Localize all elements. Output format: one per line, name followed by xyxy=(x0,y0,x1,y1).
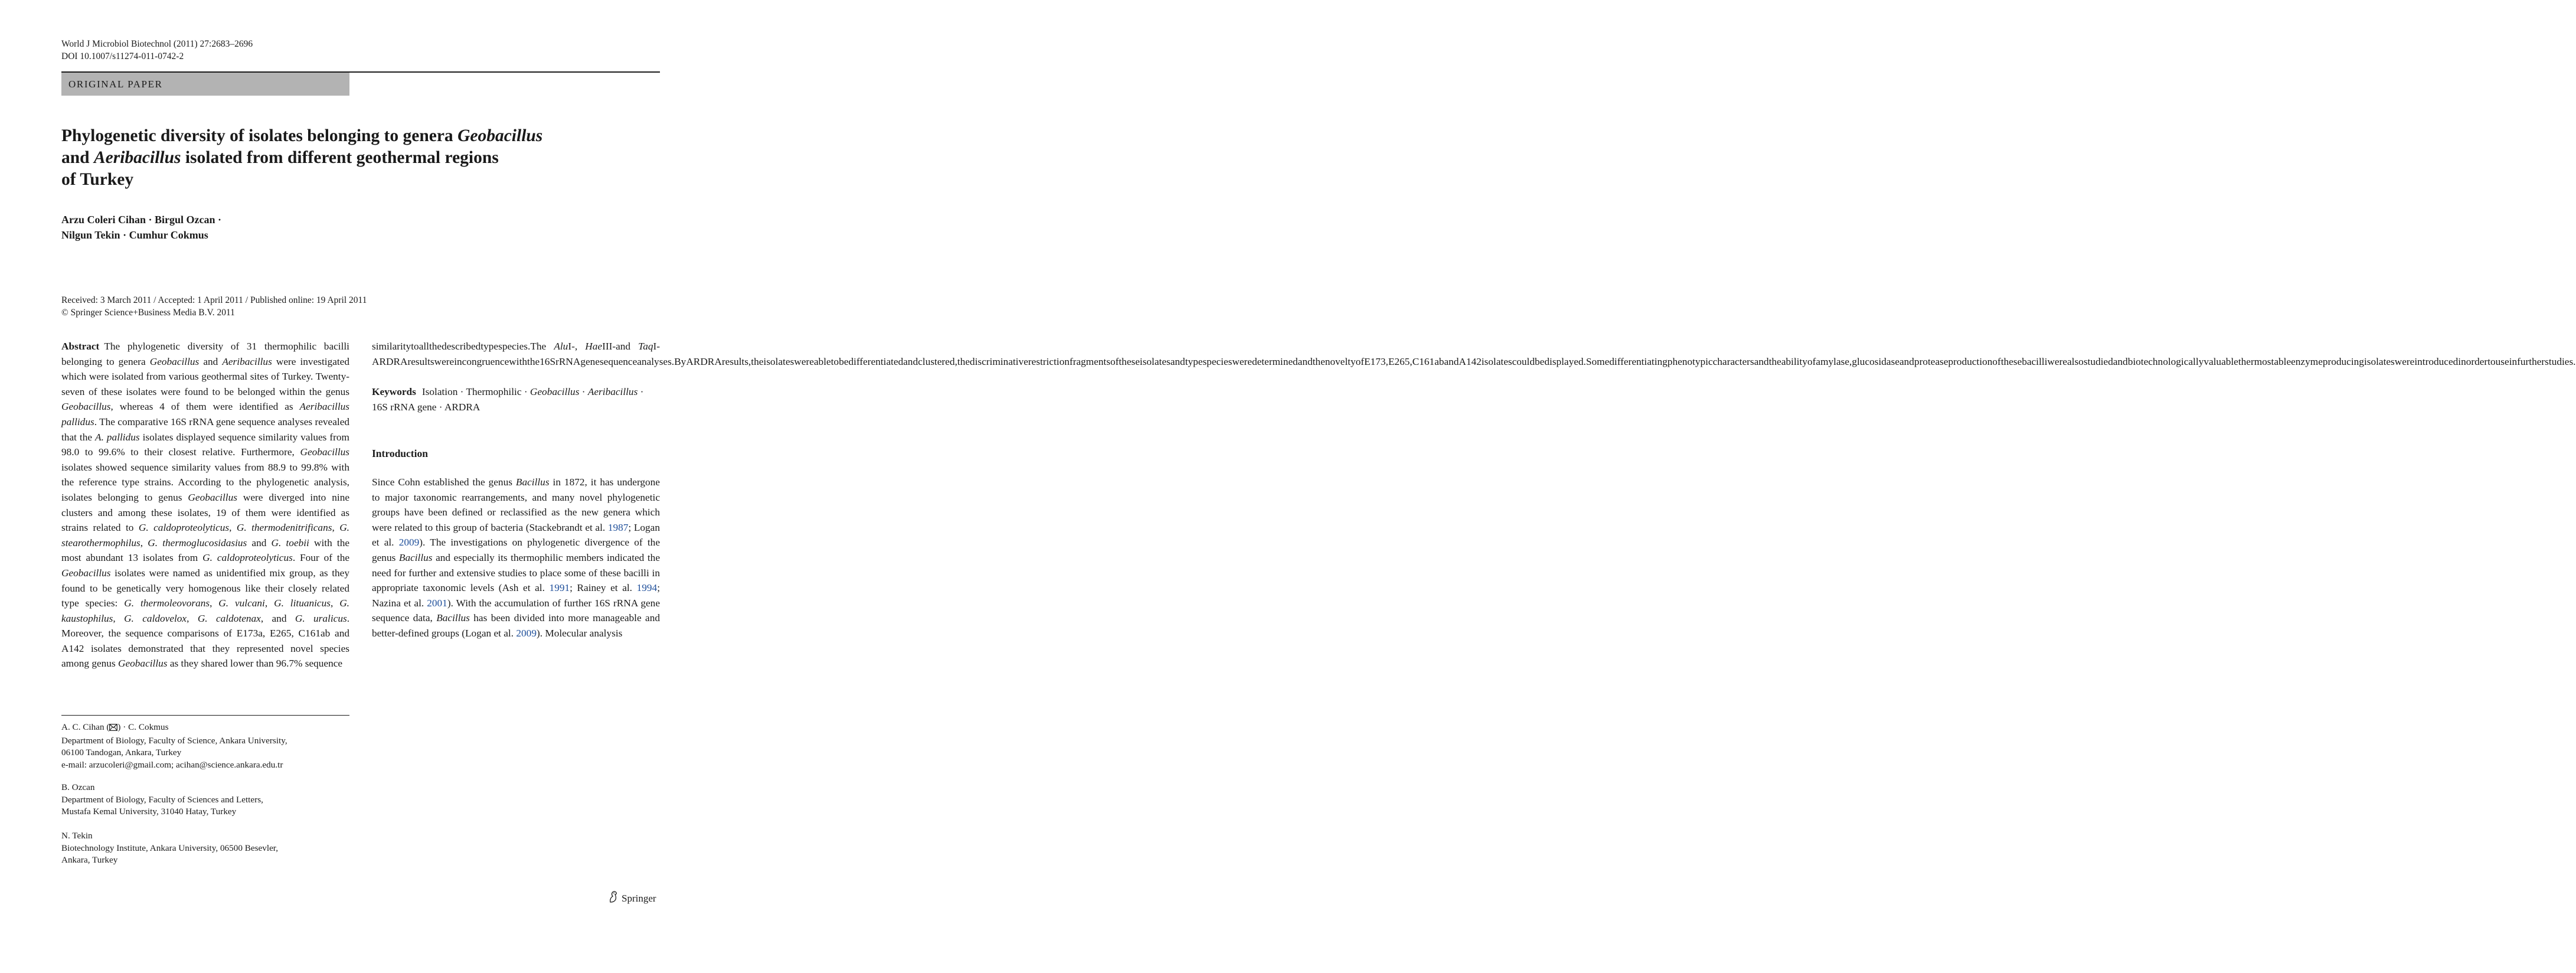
introduction-heading: Introduction xyxy=(372,448,428,460)
affiliation-cihan-cokmus: A. C. Cihan ( ) · C. Cokmus Department of Biology, Faculty of Science, Ankara University, 06100 Tandogan, Ankara, Turkey e-mail: arzucoleri@gmail.com; acihan@science.ankara.edu.tr xyxy=(61,721,349,771)
citation-link[interactable]: 2001 xyxy=(427,597,447,609)
right-column xyxy=(372,339,2576,641)
abstract-paragraph-continued: similaritytoallthedescribedtypespecies.The AluI-, HaeIII-and TaqI-ARDRAresultswereincongruencewiththe16SrRNAgenesequenceanalyses.ByARDRAresults,theisolateswereabletobedifferentiatedandclustered,thediscriminativerestrictionfragmentsoftheseisolatesandtypespeciesweredeterminedandthenoveltyofE173,E265,C161abandA142isolatescouldbedisplayed.Somedifferentiatingphenotypiccharactersandtheabilityofamylase,glucosidaseandproteaseproductionofthesebacilliwerealsostudiedandbiotechnologicallyvaluablethermostableenzymeproducingisolateswereintroducedinordertouseinfurtherstudies. xyxy=(372,341,2576,367)
author-email[interactable]: e-mail: arzucoleri@gmail.com; acihan@science.ankara.edu.tr xyxy=(61,759,283,770)
envelope-icon xyxy=(109,723,117,735)
introduction-paragraph: Since Cohn established the genus Bacillus in 1872, it has undergone to major taxonomic rearrangements, and many novel phylogenetic groups have been defined or reclassified as the new genera which were related to this group of bacteria (Stackebrandt et al. 1987; Logan et al. 2009). The investigations on phylogenetic divergence of the genus Bacillus and especially its thermophilic members indicated the need for further and extensive studies to place some of these bacilli in appropriate taxonomic levels (Ash et al. 1991; Rainey et al. 1994; Nazina et al. 2001). With the accumulation of further 16S rRNA gene sequence data, Bacillus has been divided into more manageable and better-defined groups (Logan et al. 2009). Molecular analysis xyxy=(372,476,660,639)
doi: DOI 10.1007/s11274-011-0742-2 xyxy=(61,51,184,61)
footnote-rule xyxy=(61,715,349,716)
abstract-label: Abstract xyxy=(61,341,100,352)
affiliation-tekin: N. Tekin Biotechnology Institute, Ankara University, 06500 Besevler, Ankara, Turkey xyxy=(61,831,279,865)
publisher-logo xyxy=(608,890,656,906)
article-type-banner: ORIGINAL PAPER xyxy=(61,73,349,96)
journal-reference: World J Microbiol Biotechnol (2011) 27:2683–2696 xyxy=(61,39,253,49)
publication-history xyxy=(61,294,367,319)
authors-line-1: Arzu Coleri Cihan · Birgul Ozcan · xyxy=(61,214,221,226)
author-list xyxy=(61,212,221,243)
paper-title: Phylogenetic diversity of isolates belonging to genera Geobacillus and Aeribacillus isolated from different geothermal regions of Turkey xyxy=(61,126,543,189)
keywords: Keywords Isolation · Thermophilic · Geobacillus · Aeribacillus · 16S rRNA gene · ARDRA xyxy=(372,386,644,413)
journal-citation xyxy=(61,38,253,63)
history-dates: Received: 3 March 2011 / Accepted: 1 April 2011 / Published online: 19 April 2011 xyxy=(61,295,367,305)
abstract-column-left xyxy=(61,339,349,671)
keywords-label: Keywords xyxy=(372,386,416,398)
authors-line-2: Nilgun Tekin · Cumhur Cokmus xyxy=(61,229,208,241)
copyright-notice: © Springer Science+Business Media B.V. 2011 xyxy=(61,308,235,318)
citation-link[interactable]: 1994 xyxy=(636,582,658,594)
abstract-paragraph: Abstract The phylogenetic diversity of 31 thermophilic bacilli belonging to genera Geobacillus and Aeribacillus were investigated which were isolated from various geothermal sites of Turkey. Twenty-seven of these isolates were found to be belonged within the genus Geobacillus, whereas 4 of them were identified as Aeribacillus pallidus. The comparative 16S rRNA gene sequence analyses revealed that the A. pallidus isolates displayed sequence similarity values from 98.0 to 99.6% to their closest relative. Furthermore, Geobacillus isolates showed sequence similarity values from 88.9 to 99.8% with the reference type strains. According to the phylogenetic analysis, isolates belonging to genus Geobacillus were diverged into nine clusters and among these isolates, 19 of them were identified as strains related to G. caldoproteolyticus, G. thermodenitrificans, G. stearothermophilus, G. thermoglucosidasius and G. toebii with the most abundant 13 isolates from G. caldoproteolyticus. Four of the Geobacillus isolates were named as unidentified mix group, as they found to be genetically very homogenous like their closely related type species: G. thermoleovorans, G. vulcani, G. lituanicus, G. kaustophilus, G. caldovelox, G. caldotenax, and G. uralicus. Moreover, the sequence comparisons of E173a, E265, C161ab and A142 isolates demonstrated that they represented novel species among genus Geobacillus as they shared lower than 96.7% sequence xyxy=(61,341,350,670)
affiliation-ozcan: B. Ozcan Department of Biology, Faculty of Sciences and Letters, Mustafa Kemal University, 31040 Hatay, Turkey xyxy=(61,782,263,817)
citation-link[interactable]: 2009 xyxy=(398,537,420,548)
springer-horse-icon xyxy=(608,890,619,906)
publisher-name: Springer xyxy=(622,892,656,904)
citation-link[interactable]: 2009 xyxy=(516,627,537,639)
citation-link[interactable]: 1987 xyxy=(607,521,629,533)
citation-link[interactable]: 1991 xyxy=(549,582,570,594)
